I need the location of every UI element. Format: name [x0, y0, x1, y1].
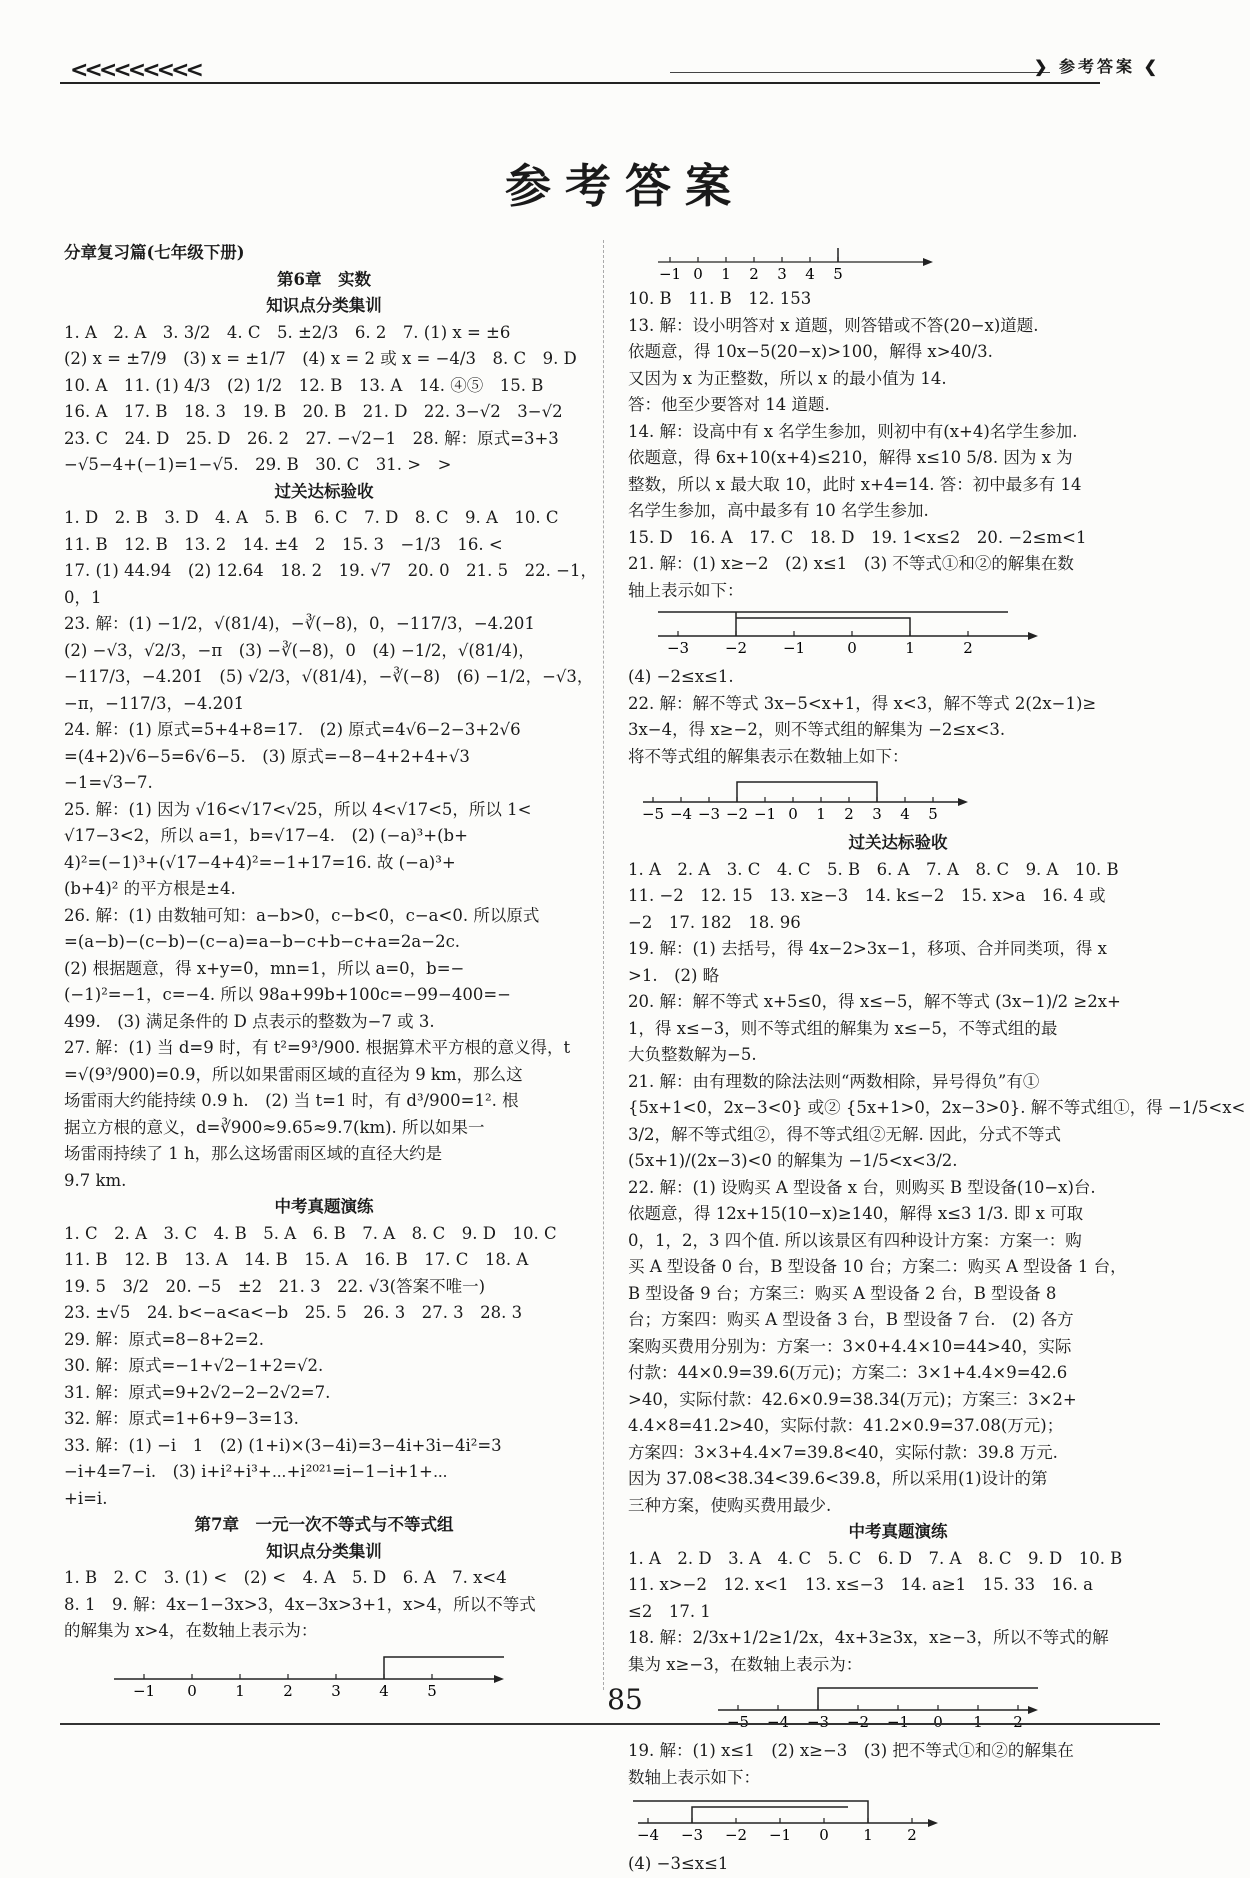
- nl1-tick-label: 1: [235, 1681, 245, 1699]
- answer-line: 场雷雨持续了 1 h，那么这场雷雨区域的直径大约是: [64, 1144, 443, 1163]
- nlt-tick-label: 4: [805, 265, 815, 282]
- answer-line: 31. 解：原式=9+2√2−2−2√2=7.: [64, 1382, 331, 1402]
- section-heading: 分章复习篇(七年级下册): [64, 243, 245, 262]
- nl1-tick-label: 0: [187, 1681, 197, 1699]
- answer-line: 24. 解：(1) 原式=5+4+8=17. (2) 原式=4√6−2−3+2√6: [64, 720, 521, 739]
- nl1-tick-label: 5: [427, 1681, 437, 1699]
- nl5-tick-label: −2: [724, 1826, 748, 1844]
- answer-line: −i+4=7−i. (3) i+i²+i³+⋯+i²⁰²¹=i−1−i+1+⋯: [64, 1462, 448, 1481]
- footer-rule: [60, 1723, 1160, 1725]
- nl5-solution-bracket: [633, 1801, 868, 1823]
- nl3-tick-label: 0: [788, 805, 798, 823]
- answer-line: (4) −2≤x≤1.: [628, 667, 734, 686]
- answer-line: 依题意，得 6x+10(x+4)≤210，解得 x≤10 5/8. 因为 x 为: [628, 448, 1073, 467]
- nl3-solution-bracket: [737, 782, 877, 802]
- answer-line: 依题意，得 12x+15(10−x)≥140，解得 x≤3 1/3. 即 x 可取: [628, 1204, 1084, 1223]
- header-rule-thin: [670, 72, 1050, 73]
- nlt-tick-label: 1: [721, 265, 731, 282]
- answer-line: 大负整数解为−5.: [628, 1045, 757, 1064]
- answer-line: >40，实际付款：42.6×0.9=38.34(万元)；方案三：3×2+: [628, 1389, 1077, 1409]
- answer-line: 因为 37.08<38.34<39.6<39.8，所以采用(1)设计的第: [628, 1469, 1048, 1488]
- section-heading: 第6章 实数: [277, 269, 371, 289]
- answer-line: 1. A 2. A 3. C 4. C 5. B 6. A 7. A 8. C 9. A 10. B: [628, 859, 1119, 879]
- answer-line: 付款：44×0.9=39.6(万元)；方案二：3×1+4.4×9=42.6: [628, 1363, 1068, 1382]
- nl2-ticks: [667, 631, 973, 657]
- answer-line: 23. ±√5 24. b<−a<a<−b 25. 5 26. 3 27. 3 28. 3: [64, 1303, 523, 1322]
- answer-line: 整数，所以 x 最大取 10，此时 x+4=14. 答：初中最多有 14: [628, 474, 1082, 494]
- nl1-tick-label: 3: [331, 1681, 341, 1699]
- answer-line: 23. 解：(1) −1/2，√(81/4)，−∛(−8)，0，−117/3，−4.2̇01̇: [64, 614, 535, 633]
- answer-line: 4.4×8=41.2>40，实际付款：41.2×0.9=37.08(万元)；: [628, 1416, 1064, 1435]
- nl3-arrow: [958, 798, 968, 806]
- answer-line: 32. 解：原式=1+6+9−3=13.: [64, 1409, 299, 1428]
- answer-line: 21. 解：由有理数的除法法则“两数相除，异号得负”有①: [628, 1071, 1040, 1091]
- nl4-tick-label: −1: [886, 1713, 910, 1731]
- answer-line: {5x+1<0，2x−3<0} 或② {5x+1>0，2x−3>0}. 解不等式组①，得 −1/5<x<: [628, 1098, 1246, 1117]
- answer-line: 名学生参加，高中最多有 10 名学生参加.: [628, 501, 929, 520]
- number-line-2-svg: [628, 608, 1148, 660]
- nl5-ticks: [637, 1818, 917, 1844]
- nlt-tick-label: 2: [749, 265, 759, 282]
- nl2-tick-label: 0: [847, 639, 857, 657]
- answer-line: 1. A 2. D 3. A 4. C 5. C 6. D 7. A 8. C 9. D 10. B: [628, 1548, 1123, 1568]
- section-heading: 过关达标验收: [274, 481, 374, 501]
- answer-line: 33. 解：(1) −i 1 (2) (1+i)×(3−4i)=3−4i+3i−4i²=3: [64, 1435, 502, 1455]
- nl1-solution-bracket: [384, 1657, 504, 1679]
- answer-line: −√5−4+(−1)=1−√5. 29. B 30. C 31. > >: [64, 455, 452, 474]
- answer-line: 22. 解：解不等式 3x−5<x+1，得 x<3，解不等式 2(2x−1)≥: [628, 693, 1097, 713]
- answer-line: 22. 解：(1) 设购买 A 型设备 x 台，则购买 B 型设备(10−x)台.: [628, 1177, 1096, 1197]
- nl5-arrow: [928, 1819, 938, 1827]
- section-heading: 第7章 一元一次不等式与不等式组: [194, 1515, 454, 1534]
- answer-line: 又因为 x 为正整数，所以 x 的最小值为 14.: [628, 368, 947, 388]
- header-label-text: 参考答案: [1059, 57, 1136, 76]
- right-lines-5: [628, 1851, 1168, 1878]
- nlt-tick-label: 0: [693, 265, 703, 282]
- answer-line: 依题意，得 10x−5(20−x)>100，解得 x>40/3.: [628, 342, 993, 361]
- nl4-tick-label: 2: [1013, 1713, 1023, 1731]
- answer-line: 17. (1) 44.94 (2) 12.64 18. 2 19. √7 20. 0 21. 5 22. −1，: [64, 561, 597, 580]
- answer-line: 方案四：3×3+4.4×7=39.8<40，实际付款：39.8 万元.: [628, 1442, 1058, 1462]
- nl3-tick-label: 2: [844, 805, 854, 823]
- section-heading: 知识点分类集训: [266, 296, 382, 315]
- answer-line: 0，1，2，3 四个值. 所以该景区有四种设计方案：方案一：购: [628, 1230, 1082, 1250]
- answer-line: 19. 解：(1) x≤1 (2) x≥−3 (3) 把不等式①和②的解集在: [628, 1741, 1074, 1760]
- answer-line: 4)²=(−1)³+(√17−4+4)²=−1+17=16. 故 (−a)³+: [64, 852, 456, 872]
- nl2-solution-bracket: [658, 612, 1008, 636]
- number-line-top: [628, 248, 1168, 282]
- answer-line: 3/2，解不等式组②，得不等式组②无解. 因此，分式不等式: [628, 1124, 1062, 1144]
- answer-line: 3x−4，得 x≥−2，则不等式组的解集为 −2≤x<3.: [628, 720, 1006, 739]
- left-column: [64, 240, 597, 1703]
- nl3-tick-label: −5: [641, 805, 665, 823]
- right-lines-1: [628, 286, 1168, 604]
- right-lines-3: [628, 830, 1246, 1678]
- answer-line: 19. 解：(1) 去括号，得 4x−2>3x−1，移项、合并同类项，得 x: [628, 939, 1107, 958]
- nl3-tick-label: −4: [669, 805, 693, 823]
- nlt-arrow: [923, 258, 933, 266]
- header-rule: [60, 82, 1100, 84]
- number-line-5-svg: [628, 1795, 1148, 1847]
- answer-line: −1=√3−7.: [64, 773, 153, 792]
- answer-line: 0，1: [64, 587, 102, 607]
- section-heading: 知识点分类集训: [266, 1541, 382, 1561]
- nl5-tick-label: −4: [636, 1826, 660, 1844]
- nl5-tick-label: −1: [768, 1826, 792, 1844]
- nl1-tick-label: −1: [132, 1681, 156, 1699]
- nlt-tick-label: 3: [777, 265, 787, 282]
- answer-line: 将不等式组的解集表示在数轴上如下：: [628, 746, 909, 766]
- answer-line: 18. 解：2/3x+1/2≥1/2x，4x+3≥3x，x≥−3，所以不等式的解: [628, 1628, 1109, 1647]
- answer-line: (b+4)² 的平方根是±4.: [64, 879, 236, 898]
- answer-line: 21. 解：(1) x≥−2 (2) x≤1 (3) 不等式①和②的解集在数: [628, 554, 1074, 573]
- number-line-3: [628, 774, 1168, 826]
- answer-line: (2) x = ±7/9 (3) x = ±1/7 (4) x = 2 或 x = −4/3 8. C 9. D: [64, 349, 577, 368]
- nl3-tick-label: 5: [928, 805, 938, 823]
- nl4-tick-label: 0: [933, 1713, 943, 1731]
- nlt-solution-bracket: [838, 248, 928, 262]
- answer-line: 10. A 11. (1) 4/3 (2) 1/2 12. B 13. A 14. ④⑤ 15. B: [64, 375, 544, 395]
- left-lines: [64, 240, 597, 1645]
- page-number: 85: [607, 1683, 643, 1716]
- nl2-tick-label: −3: [666, 639, 690, 657]
- nl1-tick-label: 4: [379, 1681, 389, 1699]
- answer-line: (5x+1)/(2x−3)<0 的解集为 −1/5<x<3/2.: [628, 1151, 958, 1170]
- answer-line: 14. 解：设高中有 x 名学生参加，则初中有(x+4)名学生参加.: [628, 421, 1078, 441]
- answer-line: 台；方案四：购买 A 型设备 3 台，B 型设备 7 台. (2) 各方: [628, 1310, 1074, 1329]
- nl3-tick-label: 3: [872, 805, 882, 823]
- answer-line: 1. D 2. B 3. D 4. A 5. B 6. C 7. D 8. C 9. A 10. C: [64, 508, 559, 527]
- answer-line: (2) 根据题意，得 x+y=0，mn=1，所以 a=0，b=−: [64, 958, 465, 978]
- answer-line: B 型设备 9 台；方案三：购买 A 型设备 2 台，B 型设备 8: [628, 1283, 1057, 1303]
- nl3-tick-label: −3: [697, 805, 721, 823]
- answer-line: +i=i.: [64, 1488, 108, 1508]
- column-divider: [603, 240, 604, 1690]
- answer-line: 13. 解：设小明答对 x 道题，则答错或不答(20−x)道题.: [628, 315, 1039, 335]
- nl4-tick-label: −2: [846, 1713, 870, 1731]
- answer-line: =(4+2)√6−5=6√6−5. (3) 原式=−8−4+2+4+√3: [64, 746, 470, 766]
- answer-line: 11. B 12. B 13. A 14. B 15. A 16. B 17. C 18. A: [64, 1250, 529, 1269]
- answer-line: 11. B 12. B 13. 2 14. ±4 2 15. 3 −1/3 16. <: [64, 534, 503, 554]
- answer-line: 8. 1 9. 解：4x−1−3x>3，4x−3x>3+1，x>4，所以不等式: [64, 1594, 536, 1614]
- answer-line: 场雷雨大约能持续 0.9 h. (2) 当 t=1 时，有 d³/900=1². 根: [64, 1091, 519, 1110]
- answer-line: 轴上表示如下：: [628, 580, 744, 600]
- answer-line: 答：他至少要答对 14 道题.: [628, 395, 830, 414]
- answer-line: 29. 解：原式=8−8+2=2.: [64, 1329, 265, 1349]
- answer-line: 11. x>−2 12. x<1 13. x≤−3 14. a≥1 15. 33 16. a: [628, 1575, 1093, 1594]
- answer-line: >1. (2) 略: [628, 965, 720, 985]
- nl1-arrow: [494, 1675, 504, 1683]
- answer-line: =(a−b)−(c−b)−(c−a)=a−b−c+b−c+a=2a−2c.: [64, 932, 461, 951]
- page-header: [60, 48, 1160, 88]
- answer-line: −117/3，−4.2̇01̇ (5) √2/3，√(81/4)，−∛(−8) (6) −1/2，−√3，: [64, 667, 594, 686]
- answer-line: 16. A 17. B 18. 3 19. B 20. B 21. D 22. 3−√2 3−√2: [64, 402, 563, 421]
- nl2-tick-label: −2: [724, 639, 748, 657]
- number-line-5: [628, 1795, 1168, 1847]
- nl5-tick-label: −3: [680, 1826, 704, 1844]
- answer-line: 数轴上表示如下：: [628, 1767, 760, 1787]
- answer-line: 26. 解：(1) 由数轴可知：a−b>0，c−b<0，c−a<0. 所以原式: [64, 905, 540, 925]
- nl4-tick-label: −3: [806, 1713, 830, 1731]
- answer-line: (−1)²=−1，c=−4. 所以 98a+99b+100c=−99−400=−: [64, 985, 511, 1004]
- answer-line: 23. C 24. D 25. D 26. 2 27. −√2−1 28. 解：原式=3+3: [64, 428, 559, 448]
- right-lines-2: [628, 664, 1168, 770]
- section-heading: 中考真题演练: [274, 1197, 374, 1216]
- nlt-ticks: [659, 257, 843, 282]
- page-title: 参考答案: [505, 159, 745, 213]
- answer-line: 买 A 型设备 0 台，B 型设备 10 台；方案二：购买 A 型设备 1 台，: [628, 1257, 1127, 1276]
- answer-line: √17−3<2，所以 a=1，b=√17−4. (2) (−a)³+(b+: [64, 826, 468, 845]
- nl1-tick-label: 2: [283, 1681, 293, 1699]
- number-line-2: [628, 608, 1168, 660]
- answer-line: (2) −√3，√2/3，−π (3) −∛(−8)，0 (4) −1/2，√(81/4)，: [64, 640, 535, 660]
- answer-line: 19. 5 3/2 20. −5 ±2 21. 3 22. √3(答案不唯一): [64, 1276, 486, 1296]
- section-heading: 过关达标验收: [848, 833, 948, 852]
- answer-line: (4) −3≤x≤1: [628, 1854, 729, 1873]
- answer-line: 20. 解：解不等式 x+5≤0，得 x≤−5，解不等式 (3x−1)/2 ≥2x+: [628, 992, 1121, 1011]
- answer-line: −π，−117/3，−4.2̇01̇: [64, 693, 245, 713]
- right-column: [628, 244, 1246, 1878]
- right-lines-4: [628, 1738, 1168, 1791]
- nl3-ticks: [642, 797, 938, 823]
- nl4-tick-label: −5: [726, 1713, 750, 1731]
- nlt-tick-label: −1: [658, 265, 682, 282]
- answer-line: 10. B 11. B 12. 153: [628, 289, 812, 308]
- answer-line: 三种方案，使购买费用最少.: [628, 1495, 832, 1515]
- nl5-tick-label: 1: [863, 1826, 873, 1844]
- answer-line: 15. D 16. A 17. C 18. D 19. 1<x≤2 20. −2≤m<1: [628, 527, 1087, 547]
- nl2-tick-label: 2: [963, 639, 973, 657]
- nl2-tick-label: −1: [782, 639, 806, 657]
- number-line-3-svg: [628, 774, 1148, 826]
- number-line-top-svg: [628, 248, 1148, 282]
- answer-line: 1. B 2. C 3. (1) < (2) < 4. A 5. D 6. A 7. x<4: [64, 1568, 507, 1587]
- nl2-tick-label: 1: [905, 639, 915, 657]
- answer-line: 集为 x≥−3，在数轴上表示为：: [628, 1654, 863, 1674]
- nl3-tick-label: −2: [725, 805, 749, 823]
- header-chevrons-decoration: <<<<<<<<<: [70, 58, 200, 83]
- nl3-tick-label: −1: [753, 805, 777, 823]
- section-heading: 中考真题演练: [848, 1522, 948, 1541]
- answer-line: 案购买费用分别为：方案一：3×0+4.4×10=44>40，实际: [628, 1336, 1072, 1356]
- answer-line: 1. C 2. A 3. C 4. B 5. A 6. B 7. A 8. C 9. D 10. C: [64, 1223, 557, 1243]
- answer-line: 1，得 x≤−3，则不等式组的解集为 x≤−5，不等式组的最: [628, 1018, 1058, 1038]
- answer-line: 27. 解：(1) 当 d=9 时，有 t²=9³/900. 根据算术平方根的意义得，t: [64, 1038, 571, 1057]
- answer-line: 据立方根的意义，d=∛900≈9.65≈9.7(km). 所以如果一: [64, 1117, 485, 1137]
- answer-line: 25. 解：(1) 因为 √16<√17<√25，所以 4<√17<5，所以 1<: [64, 799, 532, 819]
- answer-line: 499. (3) 满足条件的 D 点表示的整数为−7 或 3.: [64, 1011, 435, 1031]
- answer-line: 9.7 km.: [64, 1170, 127, 1190]
- answer-line: 30. 解：原式=−1+√2−1+2=√2.: [64, 1356, 324, 1375]
- answer-line: 的解集为 x>4，在数轴上表示为：: [64, 1621, 318, 1640]
- nl3-tick-label: 1: [816, 805, 826, 823]
- answer-line: ≤2 17. 1: [628, 1601, 711, 1621]
- nlt-tick-label: 5: [833, 265, 843, 282]
- answer-line: −2 17. 182 18. 96: [628, 912, 801, 932]
- nl4-tick-label: 1: [973, 1713, 983, 1731]
- answer-line: =√(9³/900)=0.9，所以如果雷雨区域的直径为 9 km，那么这: [64, 1064, 523, 1084]
- nl2-arrow: [1028, 632, 1038, 640]
- answer-line: 1. A 2. A 3. 3/2 4. C 5. ±2/3 6. 2 7. (1) x = ±6: [64, 322, 511, 342]
- nl5-tick-label: 0: [819, 1826, 829, 1844]
- answer-line: 11. −2 12. 15 13. x≥−3 14. k≤−2 15. x>a 16. 4 或: [628, 886, 1106, 905]
- header-label: ❯ 参考答案 ❮: [1034, 57, 1160, 76]
- nl3-tick-label: 4: [900, 805, 910, 823]
- nl5-tick-label: 2: [907, 1826, 917, 1844]
- nl4-tick-label: −4: [766, 1713, 790, 1731]
